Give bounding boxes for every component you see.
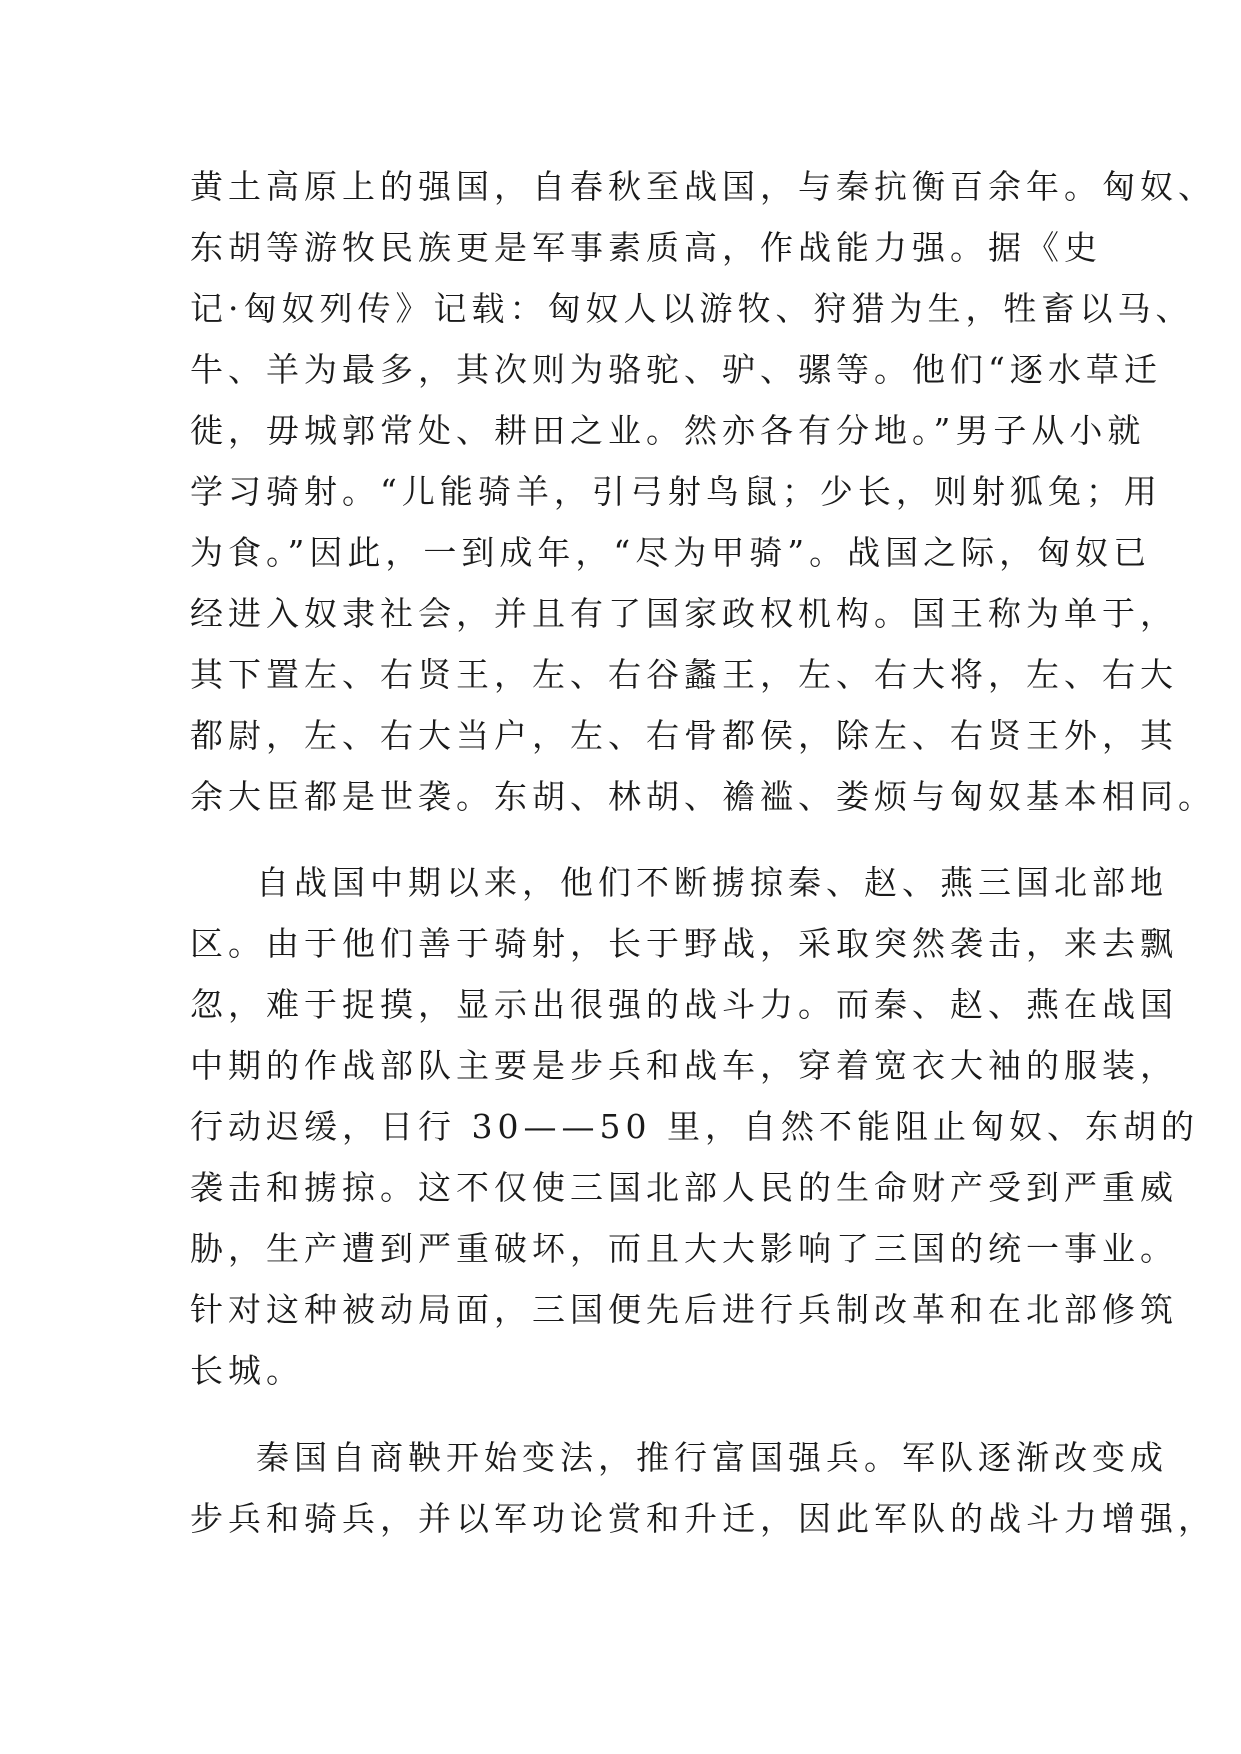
paragraph-first-line: 秦国自商鞅开始变法，推行富国强兵。军队逐渐改变成	[256, 1438, 1168, 1477]
paragraph-line: 东胡等游牧民族更是军事素质高，作战能力强。据《史	[190, 228, 1102, 267]
paragraph-line: 都尉，左、右大当户，左、右骨都侯，除左、右贤王外，其	[190, 716, 1178, 755]
paragraph-1	[190, 156, 1216, 827]
paragraph-line: 长城。	[190, 1351, 304, 1390]
paragraph-line: 针对这种被动局面，三国便先后进行兵制改革和在北部修筑	[190, 1290, 1178, 1329]
paragraph-2	[190, 852, 1199, 1401]
paragraph-3	[190, 1427, 1216, 1549]
paragraph-line: 行动迟缓，日行 30——50 里，自然不能阻止匈奴、东胡的	[190, 1107, 1199, 1146]
paragraph-line: 其下置左、右贤王，左、右谷蠡王，左、右大将，左、右大	[190, 655, 1178, 694]
paragraph-line: 记·匈奴列传》记载：匈奴人以游牧、狩猎为生，牲畜以马、	[190, 289, 1194, 328]
paragraph-line: 徙，毋城郭常处、耕田之业。然亦各有分地。”男子从小就	[190, 411, 1146, 450]
paragraph-line: 步兵和骑兵，并以军功论赏和升迁，因此军队的战斗力增强，	[190, 1499, 1216, 1538]
paragraph-line: 为食。”因此，一到成年，“尽为甲骑”。战国之际，匈奴已	[190, 533, 1152, 572]
paragraph-line: 袭击和掳掠。这不仅使三国北部人民的生命财产受到严重威	[190, 1168, 1178, 1207]
paragraph-line: 余大臣都是世袭。东胡、林胡、襜褴、娄烦与匈奴基本相同。	[190, 777, 1216, 816]
paragraph-line: 忽，难于捉摸，显示出很强的战斗力。而秦、赵、燕在战国	[190, 985, 1178, 1024]
paragraph-line: 胁，生产遭到严重破坏，而且大大影响了三国的统一事业。	[190, 1229, 1178, 1268]
paragraph-line: 区。由于他们善于骑射，长于野战，采取突然袭击，来去飘	[190, 924, 1178, 963]
paragraph-line: 中期的作战部队主要是步兵和战车，穿着宽衣大袖的服装，	[190, 1046, 1178, 1085]
paragraph-line: 学习骑射。“儿能骑羊，引弓射鸟鼠；少长，则射狐兔；用	[190, 472, 1162, 511]
paragraph-first-line: 自战国中期以来，他们不断掳掠秦、赵、燕三国北部地	[256, 863, 1168, 902]
paragraph-line: 牛、羊为最多，其次则为骆驼、驴、骡等。他们“逐水草迁	[190, 350, 1162, 389]
paragraph-line: 经进入奴隶社会，并且有了国家政权机构。国王称为单于，	[190, 594, 1178, 633]
paragraph-line: 黄土高原上的强国，自春秋至战国，与秦抗衡百余年。匈奴、	[190, 167, 1216, 206]
